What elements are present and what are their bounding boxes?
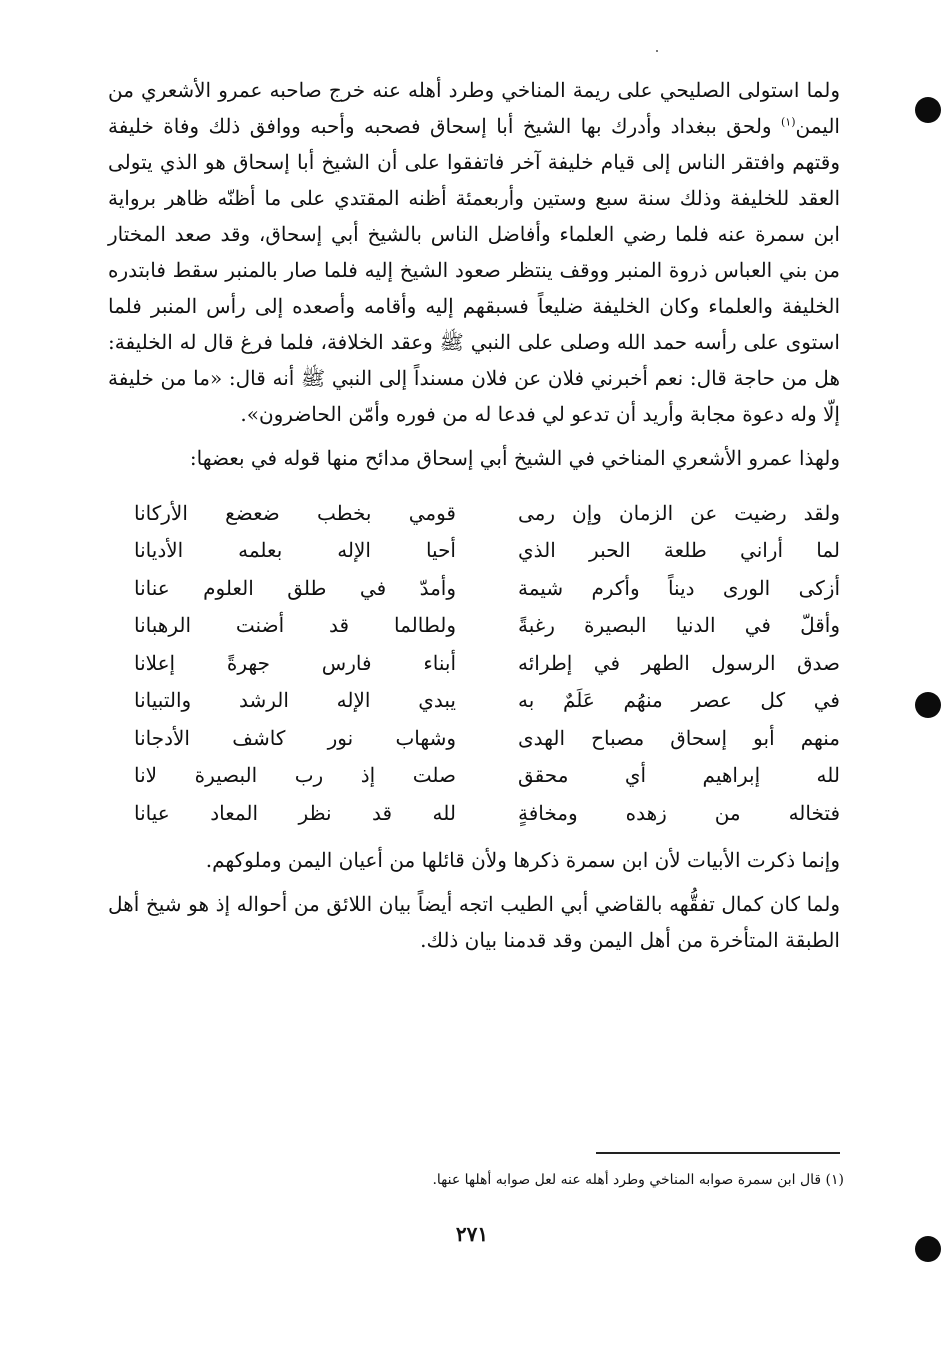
poem-verse [108,757,840,795]
binder-hole-middle [915,692,941,718]
verse-first-hemistich: ولقد رضيت عن الزمان وإن رمى [518,500,840,525]
verse-second-hemistich: وشهاب نور كاشف الأدجانا [134,725,456,750]
poem-verse [108,607,840,645]
verse-first-hemistich: فتخاله من زهده ومخافةٍ [518,800,840,825]
verse-first-hemistich: وأقلّ في الدنيا البصيرة رغبةً [518,613,840,638]
verse-first-hemistich: في كل عصر منهُم عَلَمٌ به [518,688,840,713]
page-number: ٢٧١ [455,1222,489,1246]
footnote: (١) قال ابن سمرة صوابه المناخي وطرد أهله عنه لعل صوابه أهلها عنها. [432,1172,844,1188]
verse-first-hemistich: صدق الرسول الطهر في إطرائه [518,650,840,675]
paragraph-2: ولهذا عمرو الأشعري المناخي في الشيخ أبي إسحاق مدائح منها قوله في بعضها: [189,446,840,470]
verse-second-hemistich: يبدي الإله الرشد والتبيانا [134,688,456,713]
poem-verse [108,719,840,757]
poem-verse [108,532,840,570]
poem-verse [108,644,840,682]
verse-second-hemistich: أحيا الإله بعلمه الأديانا [134,538,456,563]
poem [108,494,840,832]
verse-first-hemistich: أزكى الورى ديناً وأكرم شيمة [518,575,840,600]
poem-verse [108,682,840,720]
poem-verse [108,569,840,607]
binder-hole-bottom [915,1236,941,1262]
verse-second-hemistich: صلت إذ رب البصيرة لانا [134,763,456,788]
verse-second-hemistich: وأمدّ في طلق العلوم عنانا [134,575,456,600]
poem-verse [108,794,840,832]
paragraph-1-text-b: ولحق ببغداد وأدرك بها الشيخ أبا إسحاق فصحبه وأحبه ووافق ذلك وفاة خليفة وقتهم وافتقر الناس إلى قيام خليفة آخر فاتفقوا على أن الشيخ أبا إسحاق هو الذي يتولى العقد للخليفة وذلك سنة سبع وستين وأربعمئة أظنه المقتدي على ما أظنّه ظاهر برواية ابن سمرة عنه فلما رضي العلماء وأفاضل الناس بالشيخ أبي إسحاق، وقد صعد المختار من بني العباس ذروة المنبر ووقف ينتظر صعود الشيخ إليه فلما صار بالمنبر سقط فابتدره الخليفة والعلماء وكان الخليفة ضليعاً فسبقهم إليه وأقامه وأصعده إلى رأس المنبر فلما استوى على رأسه حمد الله وصلى على النبي ﷺ وعقد الخلافة، فلما فرغ قال له الخليفة: هل من حاجة قال: نعم أخبرني فلان عن فلان مسنداً إلى النبي ﷺ أنه قال: «ما من خليفة إلّا وله دعوة مجابة وأريد أن تدعو لي فدعا له من فوره وأمّن الحاضرون». [108,114,840,426]
binder-hole-top [915,97,941,123]
paragraph-3: وإنما ذكرت الأبيات لأن ابن سمرة ذكرها ولأن قائلها من أعيان اليمن وملوكهم. [205,847,840,872]
footnote-marker: (١) [781,115,796,129]
page-body [108,72,840,958]
verse-first-hemistich: منهم أبو إسحاق مصباح الهدى [518,725,840,750]
verse-first-hemistich: لما أراني طلعة الحبر الذي [518,538,840,563]
verse-second-hemistich: أبناء فارس جهرةً إعلانا [134,650,456,675]
verse-first-hemistich: لله إبراهيم أي محقق [518,763,840,788]
paragraph-1 [108,72,840,432]
poem-verse [108,494,840,532]
scan-speck [656,50,658,52]
paragraph-4: ولما كان كمال تفقُّهه بالقاضي أبي الطيب اتجه أيضاً بيان اللائق من أحواله إذ هو شيخ أهل الطبقة المتأخرة من أهل اليمن وقد قدمنا بيان ذلك. [108,891,840,952]
verse-second-hemistich: ولطالما قد أضنت الرهبانا [134,613,456,638]
verse-second-hemistich: لله قد نظر المعاد عيانا [134,800,456,825]
paragraph-1-text-a: ولما استولى الصليحي على ريمة المناخي وطرد أهله عنه خرج صاحبه عمرو الأشعري من اليمن [108,78,841,138]
verse-second-hemistich: قومي بخطب ضعضع الأركانا [134,500,456,525]
footnote-separator [596,1152,840,1154]
